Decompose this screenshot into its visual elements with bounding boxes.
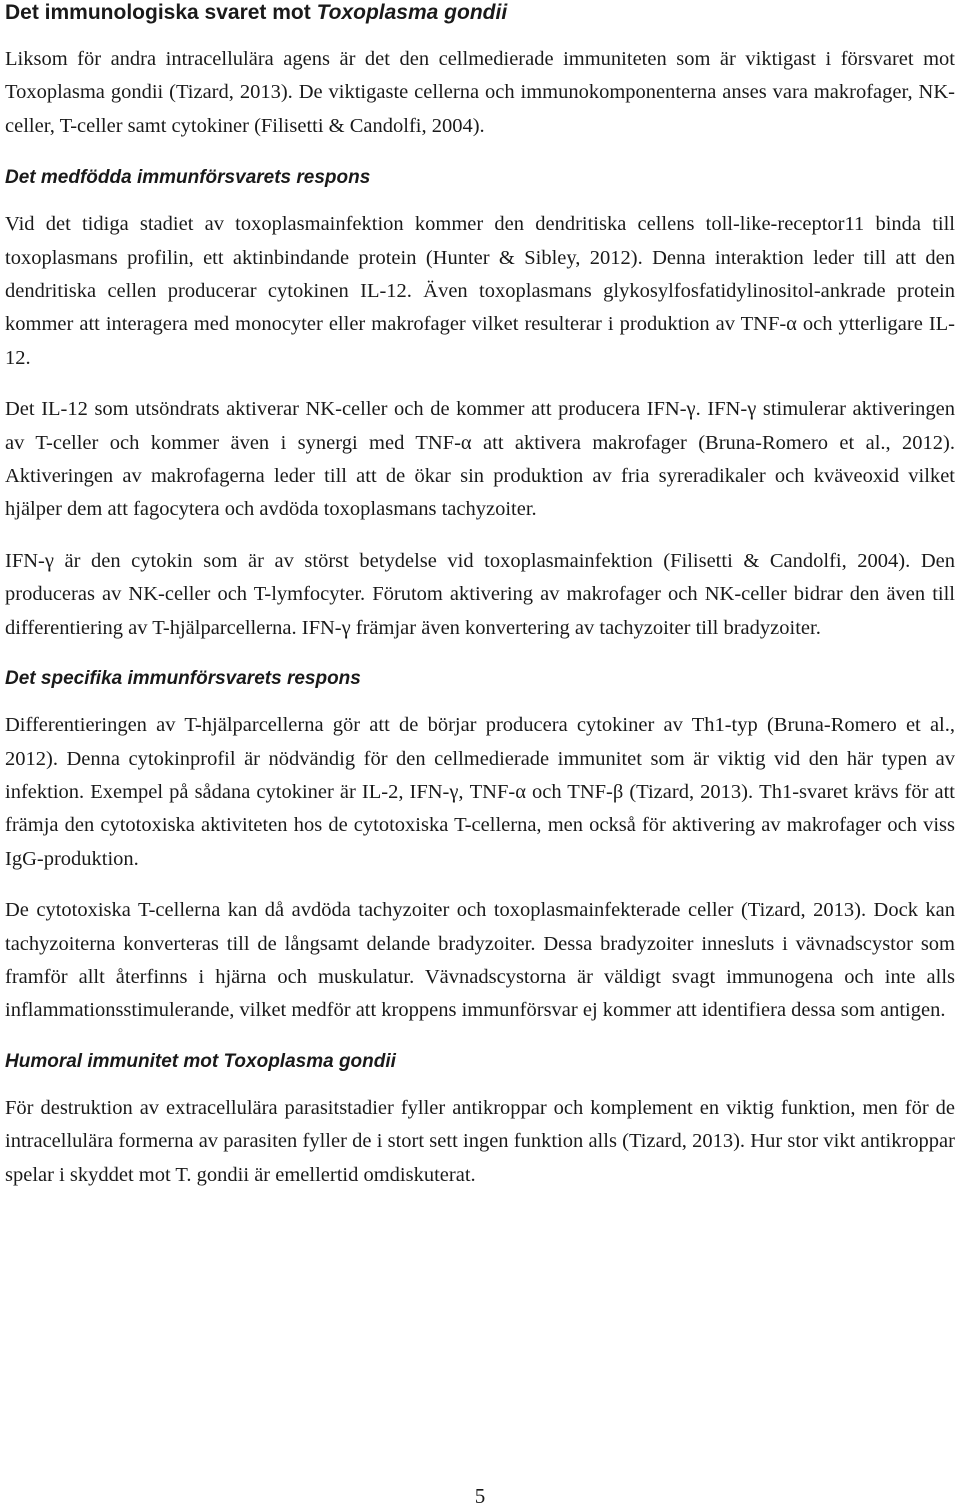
intro-paragraph: Liksom för andra intracellulära agens är det den cellmedierade immuniteten som är viktigast i försvaret mot Toxoplasma gondii (Tizard, 2013). De viktigaste cellerna och immunokomponenterna anses vara makrofager, NK-celler, T-celler samt cytokiner (Filisetti & Candolfi, 2004). xyxy=(5,48,955,137)
document-page xyxy=(5,0,955,1192)
innate-section-heading: Det medfödda immunförsvarets respons xyxy=(5,167,371,189)
humoral-paragraph-1: För destruktion av extracellulära parasitstadier fyller antikroppar och komplement en viktig funktion, men för de intracellulära formerna av parasiten fyller de i stort sett ingen funktion alls (Tizard, 2013). Hur stor vikt antikroppar spelar i skyddet mot T. gondii är emellertid omdiskuterat. xyxy=(5,1096,955,1186)
specific-paragraph-1: Differentieringen av T-hjälparcellerna gör att de börjar producera cytokiner av Th1-typ (Bruna-Romero et al., 2012). Denna cytokinprofil är nödvändig för den cellmedierade immunitet som är viktig vid den här typen av infektion. Exempel på sådana cytokiner är IL-2, IFN-γ, TNF-α och TNF-β (Tizard, 2013). Th1-svaret krävs för att främja den cytotoxiska aktiviteten hos de cytotoxiska T-cellerna, men också för aktivering av makrofager och viss IgG-produktion. xyxy=(5,714,955,870)
humoral-section-heading: Humoral immunitet mot Toxoplasma gondii xyxy=(5,1050,396,1072)
innate-paragraph-3: IFN-γ är den cytokin som är av störst betydelse vid toxoplasmainfektion (Filisetti & Candolfi, 2004). Den produceras av NK-celler och T-lymfocyter. Förutom aktivering av makrofager och NK-celler bidrar den även till differentiering av T-hjälparcellerna. IFN-γ främjar även konvertering av tachyzoiter till bradyzoiter. xyxy=(5,549,955,639)
innate-paragraph-1: Vid det tidiga stadiet av toxoplasmainfektion kommer den dendritiska cellens toll-like-receptor11 binda till toxoplasmans profilin, ett aktinbindande protein (Hunter & Sibley, 2012). Denna interaktion leder till att den dendritiska cellen producerar cytokinen IL-12. Även toxoplasmans glykosylfosfatidylinositol-ankrade protein kommer att interagera med monocyter eller makrofager vilket resulterar i produktion av TNF-α och ytterligare IL-12. xyxy=(5,213,955,369)
main-heading-species: Toxoplasma gondii xyxy=(316,1,508,24)
innate-paragraph-2: Det IL-12 som utsöndrats aktiverar NK-celler och de kommer att producera IFN-γ. IFN-γ stimulerar aktiveringen av T-celler och kommer även i synergi med TNF-α att aktivera makrofager (Bruna-Romero et al., 2012). Aktiveringen av makrofagerna leder till att de ökar sin produktion av fria syreradikaler och kväveoxid vilket hjälper dem att fagocytera och avdöda toxoplasmans tachyzoiter. xyxy=(5,398,955,521)
main-heading-prefix: Det immunologiska svaret mot xyxy=(5,1,317,24)
main-heading xyxy=(5,0,955,30)
specific-paragraph-2: De cytotoxiska T-cellerna kan då avdöda tachyzoiter och toxoplasmainfekterade celler (Tizard, 2013). Dock kan tachyzoiterna konverteras till de långsamt delande bradyzoiter. Dessa bradyzoiter innesluts i vävnadscystor som framför allt återfinns i hjärna och muskulatur. Vävnadscystorna är väldigt svagt immunogena och inte alls inflammationsstimulerande, vilket medför att kroppens immunförsvar ej kommer att identifiera dessa som antigen. xyxy=(5,899,955,1022)
specific-section-heading: Det specifika immunförsvarets respons xyxy=(5,668,361,690)
page-number: 5 xyxy=(474,1484,486,1508)
